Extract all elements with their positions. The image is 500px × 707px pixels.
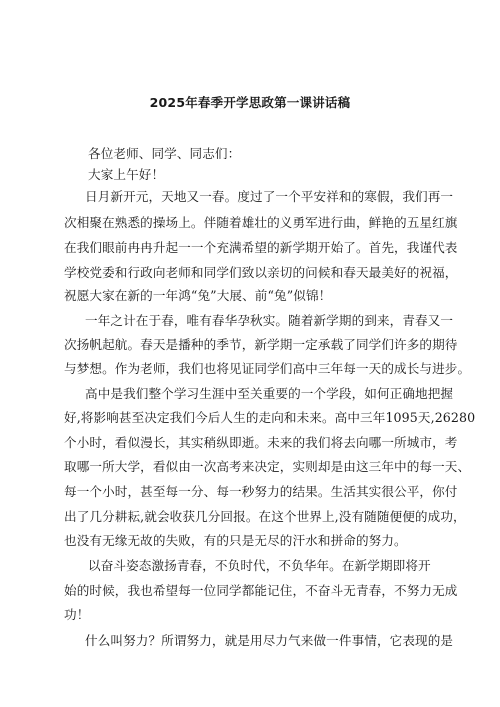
paragraph-line: 始的时候，我也希望每一位同学都能记住，不奋斗无青春，不努力无成 [64,583,458,598]
paragraph-line: 个小时，看似漫长，其实稍纵即逝。未来的我们将去向哪一所城市，考 [64,435,458,450]
paragraph-line: 出了几分耕耘,就会收获几分回报。在这个世界上,没有随随便便的成功， [64,509,466,524]
paragraph-line: 祝愿大家在新的一年鸿“兔”大展、前“兔”似锦！ [64,288,332,303]
paragraph-line: 以奋斗姿态激扬青春，不负时代，不负华年。在新学期即将开 [88,558,431,573]
paragraph-line: 在我们眼前冉冉升起一一个充满希望的新学期开始了。首先，我谨代表 [64,240,458,255]
salutation-line: 各位老师、同学、同志们： [88,146,241,161]
paragraph-line: 取哪一所大学，看似由一次高考来决定，实则却是由这三年中的每一天、 [64,459,471,474]
paragraph-line: 也没有无缘无故的失败，有的只是无尽的汗水和拼命的努力。 [64,533,407,548]
greeting-line: 大家上午好！ [88,167,165,182]
paragraph-line: 与梦想。作为老师，我们也将见证同学们高中三年每一天的成长与进步。 [64,361,471,376]
paragraph-line: 一年之计在于春，唯有春华孕秋实。随着新学期的到来，青春又一 [85,313,454,328]
paragraph-line: 高中是我们整个学习生涯中至关重要的一个学段，如何正确地把握 [85,386,454,401]
paragraph-line: 好,将影响甚至决定我们今后人生的走向和未来。高中三年1095天,26280 [64,410,476,425]
paragraph-line: 日月新开元，天地又一春。度过了一个平安祥和的寒假，我们再一 [85,189,454,204]
paragraph-line: 次相聚在熟悉的操场上。伴随着雄壮的义勇军进行曲，鲜艳的五星红旗 [64,215,458,230]
paragraph-line: 什么叫努力？所谓努力，就是用尽力气来做一件事情，它表现的是 [85,633,454,648]
paragraph-line: 每一个小时，甚至每一分、每一秒努力的结果。生活其实很公平，你付 [64,484,458,499]
paragraph-line: 次扬帆起航。春天是播种的季节，新学期一定承载了同学们许多的期待 [64,337,458,352]
paragraph-line: 学校党委和行政向老师和同学们致以亲切的问候和春天最美好的祝福， [64,265,458,280]
page-title: 2025年春季开学思政第一课讲话稿 [149,95,351,110]
paragraph-line: 功！ [64,607,90,622]
